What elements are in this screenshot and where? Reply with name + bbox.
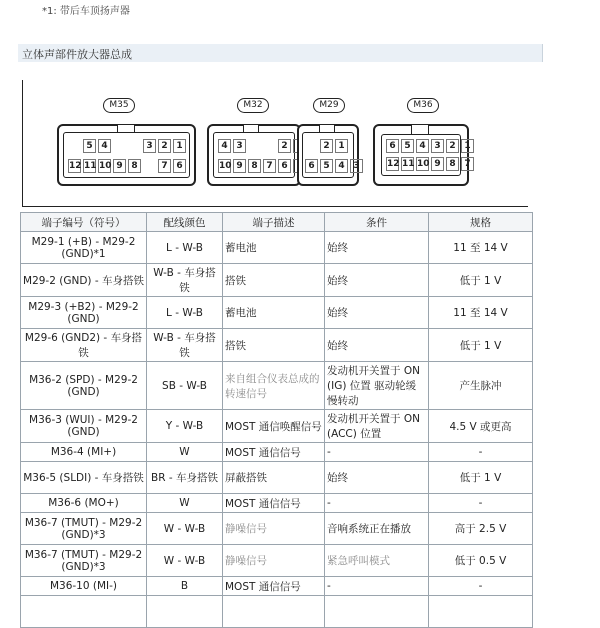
connector-pin: 7: [158, 159, 171, 173]
connector-pin: [248, 139, 261, 153]
cell-description: 蓄电池: [223, 297, 325, 329]
cell-wire-color: W - W-B: [147, 513, 223, 545]
cell-condition: 始终: [325, 232, 429, 264]
connector-pin: 1: [461, 139, 474, 153]
connector-pin: 2: [278, 139, 291, 153]
connector-pin: [68, 139, 81, 153]
table-row: [21, 545, 533, 577]
cell-wire-color: B: [147, 577, 223, 596]
table-row: [21, 362, 533, 410]
connector-pin: 5: [401, 139, 414, 153]
connector-pin: 1: [173, 139, 186, 153]
cell-description: 搭铁: [223, 329, 325, 362]
cell-wire-color: SB - W-B: [147, 362, 223, 410]
connector-pin: 3: [233, 139, 246, 153]
cell-spec: 4.5 V 或更高: [429, 410, 533, 443]
connector-pin: 3: [143, 139, 156, 153]
connector-label-m35: M35: [103, 98, 135, 113]
connector-face: [381, 134, 471, 176]
section-title: 立体声部件放大器总成: [22, 48, 132, 61]
connector-m32: [207, 124, 301, 186]
table-row: [21, 264, 533, 297]
connector-pin: 7: [461, 157, 474, 171]
cell-condition: 始终: [325, 329, 429, 362]
table-row: [21, 297, 533, 329]
cell-wire-color: W: [147, 443, 223, 462]
table-row: [21, 410, 533, 443]
cell-terminal: M29-3 (+B2) - M29-2 (GND): [21, 297, 147, 329]
connector-pin: 12: [387, 159, 400, 169]
connector-pin: 12: [69, 161, 82, 171]
cell-terminal: M29-1 (+B) - M29-2 (GND)*1: [21, 232, 147, 264]
cell-terminal: M36-10 (MI-): [21, 577, 147, 596]
connector-pin: 6: [173, 159, 186, 173]
connector-diagram: [22, 80, 528, 207]
connector-pin: 10: [99, 161, 112, 171]
cell-spec: 低于 1 V: [429, 329, 533, 362]
cell-terminal: M36-7 (TMUT) - M29-2 (GND)*3: [21, 545, 147, 577]
connector-pin: 3: [350, 159, 363, 173]
connector-pin: 7: [263, 159, 276, 173]
table-row: [21, 577, 533, 596]
cell-spec: 低于 1 V: [429, 264, 533, 297]
connector-pin: 9: [431, 157, 444, 171]
connector-pin: 4: [416, 139, 429, 153]
connector-pin: 2: [320, 139, 333, 153]
cell-condition: -: [325, 443, 429, 462]
connector-face: [63, 132, 190, 178]
connector-pin: [263, 139, 276, 153]
connector-label-m29: M29: [313, 98, 345, 113]
cell-condition: [325, 596, 429, 628]
cell-condition: 始终: [325, 297, 429, 329]
connector-pin: 10: [417, 159, 430, 169]
cell-description: MOST 通信信号: [223, 577, 325, 596]
cell-terminal: M36-4 (MI+): [21, 443, 147, 462]
cell-wire-color: [147, 596, 223, 628]
cell-spec: 产生脉冲: [429, 362, 533, 410]
cell-terminal: M29-6 (GND2) - 车身搭铁: [21, 329, 147, 362]
connector-pin: 4: [218, 139, 231, 153]
cell-spec: [429, 596, 533, 628]
connector-pin: [128, 139, 141, 153]
cell-condition: 音响系统正在播放: [325, 513, 429, 545]
cell-description: 蓄电池: [223, 232, 325, 264]
cell-description: 静噪信号: [223, 545, 325, 577]
cell-terminal: M29-2 (GND) - 车身搭铁: [21, 264, 147, 297]
pin-row-upper: [218, 139, 306, 153]
cell-description: 静噪信号: [223, 513, 325, 545]
connector-pin: 3: [431, 139, 444, 153]
cell-description: [223, 596, 325, 628]
cell-spec: 低于 1 V: [429, 462, 533, 494]
table-row: [21, 494, 533, 513]
connector-pin: [113, 139, 126, 153]
cell-terminal: M36-7 (TMUT) - M29-2 (GND)*3: [21, 513, 147, 545]
cell-spec: 11 至 14 V: [429, 232, 533, 264]
connector-pin: 8: [446, 157, 459, 171]
connector-pin: 11: [402, 159, 415, 169]
connector-pin: 6: [305, 159, 318, 173]
cell-wire-color: W-B - 车身搭铁: [147, 329, 223, 362]
cell-terminal: [21, 596, 147, 628]
pin-row-upper: [386, 139, 474, 153]
connector-pin: 4: [98, 139, 111, 153]
header-spec: 规格: [429, 213, 533, 232]
table-row: [21, 329, 533, 362]
pin-row-lower: [218, 159, 306, 173]
connector-pin: 9: [113, 159, 126, 173]
table-row: [21, 232, 533, 264]
table-row: [21, 443, 533, 462]
cell-spec: 低于 0.5 V: [429, 545, 533, 577]
cell-description: MOST 通信唤醒信号: [223, 410, 325, 443]
cell-description: MOST 通信信号: [223, 443, 325, 462]
header-wire-color: 配线颜色: [147, 213, 223, 232]
cell-spec: -: [429, 494, 533, 513]
cell-description: 来自组合仪表总成的转速信号: [223, 362, 325, 410]
cell-condition: -: [325, 577, 429, 596]
cell-description: 搭铁: [223, 264, 325, 297]
cell-spec: 11 至 14 V: [429, 297, 533, 329]
connector-pin: [143, 159, 156, 173]
connector-pin: 8: [128, 159, 141, 173]
header-description: 端子描述: [223, 213, 325, 232]
cell-description: 屏蔽搭铁: [223, 462, 325, 494]
cell-terminal: M36-5 (SLDI) - 车身搭铁: [21, 462, 147, 494]
pin-row-upper: [305, 139, 348, 153]
cell-wire-color: W - W-B: [147, 545, 223, 577]
cell-wire-color: L - W-B: [147, 297, 223, 329]
header-terminal: 端子编号（符号）: [21, 213, 147, 232]
cell-condition: 发动机开关置于 ON (ACC) 位置: [325, 410, 429, 443]
cell-wire-color: BR - 车身搭铁: [147, 462, 223, 494]
connector-pin: 9: [233, 159, 246, 173]
connector-pin: 6: [386, 139, 399, 153]
terminal-spec-table: [20, 212, 533, 628]
connector-pin: 5: [83, 139, 96, 153]
table-row: [21, 596, 533, 628]
connector-pin: 10: [219, 161, 232, 171]
cell-condition: 发动机开关置于 ON (IG) 位置 驱动轮缓慢转动: [325, 362, 429, 410]
connector-label-m36: M36: [407, 98, 439, 113]
cell-condition: 紧急呼叫模式: [325, 545, 429, 577]
cell-wire-color: Y - W-B: [147, 410, 223, 443]
cell-spec: -: [429, 577, 533, 596]
cell-terminal: M36-2 (SPD) - M29-2 (GND): [21, 362, 147, 410]
cell-terminal: M36-3 (WUI) - M29-2 (GND): [21, 410, 147, 443]
cell-wire-color: W: [147, 494, 223, 513]
cell-spec: 高于 2.5 V: [429, 513, 533, 545]
pin-row-lower: [68, 159, 186, 173]
cell-condition: 始终: [325, 264, 429, 297]
connector-pin: 6: [278, 159, 291, 173]
connector-m36: [373, 124, 469, 186]
connector-m29: [297, 124, 359, 186]
connector-pin: [305, 139, 318, 153]
table-header-row: [21, 213, 533, 232]
connector-pin: 8: [248, 159, 261, 173]
cell-condition: 始终: [325, 462, 429, 494]
footnote: *1: 带后车顶扬声器: [42, 6, 130, 17]
section-header: [18, 44, 543, 62]
connector-face: [302, 132, 360, 178]
connector-face: [213, 132, 295, 178]
header-condition: 条件: [325, 213, 429, 232]
pin-row-upper: [68, 139, 186, 153]
table-row: [21, 513, 533, 545]
pin-row-lower: [386, 157, 474, 171]
connector-pin: 4: [335, 159, 348, 173]
cell-spec: -: [429, 443, 533, 462]
cell-description: MOST 通信信号: [223, 494, 325, 513]
connector-pin: 5: [320, 159, 333, 173]
connector-label-m32: M32: [237, 98, 269, 113]
connector-pin: 2: [158, 139, 171, 153]
connector-pin: 11: [84, 161, 97, 171]
table-row: [21, 462, 533, 494]
pin-row-lower: [305, 159, 363, 173]
cell-wire-color: W-B - 车身搭铁: [147, 264, 223, 297]
connector-m35: [57, 124, 196, 186]
cell-terminal: M36-6 (MO+): [21, 494, 147, 513]
cell-wire-color: L - W-B: [147, 232, 223, 264]
cell-condition: -: [325, 494, 429, 513]
connector-pin: 2: [446, 139, 459, 153]
connector-pin: 1: [335, 139, 348, 153]
